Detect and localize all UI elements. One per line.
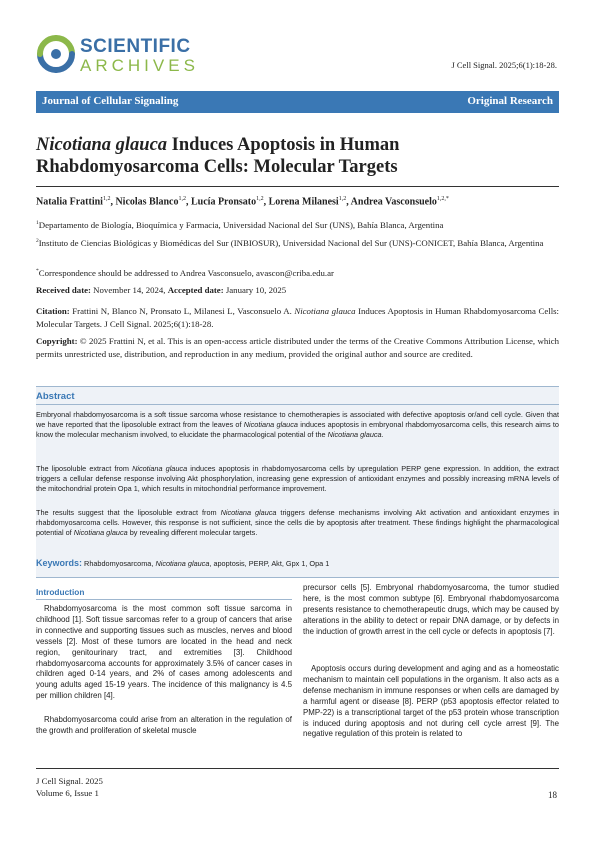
keywords xyxy=(36,558,559,568)
journal-banner xyxy=(36,91,559,113)
citation-block xyxy=(36,305,559,330)
title-species: Nicotiana glauca xyxy=(36,135,168,155)
copyright-label: Copyright: xyxy=(36,336,78,346)
intro-paragraph-2: Rhabdomyosarcoma could arise from an alteration in the regulation of the growth and proliferation of skeletal muscle xyxy=(36,715,292,735)
author-affiliation-sup: 1,2 xyxy=(256,196,264,202)
correspondence-sup: * xyxy=(36,268,39,274)
copyright-text: © 2025 Frattini N, et al. This is an open-access article distributed under the terms of the Creative Commons Attribution License, which permits unrestricted use, distribution, and reproduction in any medium, provided the original author and source are credited. xyxy=(36,336,559,359)
author-list: Natalia Frattini$^{1,2}$, Nicolas Blanco$^{1,2}$, Lucía Pronsato$^{1,2}$, Lorena Milanesi$^{1,2}$, Andrea Vasconsuelo$^{1,2,*}$ xyxy=(36,196,449,208)
introduction-heading: Introduction xyxy=(36,587,85,597)
footer-journal: J Cell Signal. 2025 xyxy=(36,776,103,786)
affiliation-2 xyxy=(36,235,559,249)
citation-species: Nicotiana glauca xyxy=(294,306,356,316)
abstract-paragraph-3 xyxy=(36,508,559,538)
affiliation-text: Instituto de Ciencias Biológicas y Biomédicas del Sur (INBIOSUR), Universidad Nacional del Sur (UNS)-CONICET, Bahía Blanca, Argentina xyxy=(38,237,544,248)
page-number: 18 xyxy=(548,790,557,800)
keywords-label: Keywords: xyxy=(36,558,83,568)
accepted-label: Accepted date: xyxy=(167,285,224,295)
correspondence-text: Correspondence should be addressed to Andrea Vasconsuelo, avascon@criba.edu.ar xyxy=(38,267,334,278)
abstract-species: Nicotiana glauca xyxy=(132,464,188,473)
logo-word-scientific: SCIENTIFIC xyxy=(80,36,191,57)
citation-label: Citation: xyxy=(36,306,70,316)
author-name: Nicolas Blanco xyxy=(115,196,179,208)
intro-paragraph-4: Apoptosis occurs during development and aging and as a homeostatic mechanism to maintain cell populations in the organism. It also acts as a defense mechanism in immune responses or when cells are damaged by a harmful agent or disease [8]. PERP (p53 apoptosis effector related to PMP-22) is a transcriptional target of the p53 protein whose transcription is induced during apoptosis and not during cell cycle arrest [9]. The negative regulation of this protein is related to xyxy=(303,664,559,739)
copyright-block xyxy=(36,335,559,360)
article-type: Original Research xyxy=(467,95,553,107)
abstract-text: Embryonal rhabdomyosarcoma is a soft tissue sarcoma whose resistance to chemotherapies is associated with defective apoptosis or/and cell cycle. Given that we have reported that the liposoluble extract from the leaves of xyxy=(36,410,559,429)
author-name: Andrea Vasconsuelo xyxy=(350,196,437,208)
journal-name: Journal of Cellular Signaling xyxy=(42,95,179,107)
abstract-species: Nicotiana glauca. xyxy=(327,429,384,439)
header-citation: J Cell Signal. 2025;6(1):18-28. xyxy=(451,60,557,70)
abstract-species: Nicotiana glauca xyxy=(73,527,128,537)
correspondence xyxy=(36,265,559,279)
intro-paragraph-1: Rhabdomyosarcoma is the most common soft tissue sarcoma in childhood [1]. Soft tissue sarcomas refer to a group of cancers that arise in connective and supporting tissues such as muscles, nerves and blood vessels [2]. Most of these tumors are located in the head and neck region, genitourinary tract, and extremities [3]. Childhood rhabdomyosarcoma accounts for approximately 3.5% of cancer cases in children aged 0-14 years, and 2% of cases among adolescents and young adults aged 15-19 years. The incidence of this malignancy is 4.5 per million children [4]. xyxy=(36,604,292,701)
abstract-species: Nicotiana glauca xyxy=(243,419,298,429)
footer-volume: Volume 6, Issue 1 xyxy=(36,788,99,798)
keywords-text: Rhabdomyosarcoma, xyxy=(82,559,156,568)
author-name: Natalia Frattini xyxy=(36,196,103,208)
keywords-species: Nicotiana glauca xyxy=(155,559,210,568)
title-rest: Induces Apoptosis in Human Rhabdomyosarcoma Cells: Molecular Targets xyxy=(36,135,400,177)
abstract-divider xyxy=(36,404,559,405)
abstract-text: by revealing different molecular targets. xyxy=(127,527,258,537)
abstract-text: induces apoptosis in rhabdomyosarcoma cells by upregulation PERP gene expression. In addition, the extract triggers a cellular defense response involving Akt phosphorylation, increasing gene expression of antioxidant enzymes and possibly increasing mRNA levels of the mitochondrial protein Opa 1, which results in mitochondrial performance improvement. xyxy=(36,464,559,493)
logo-word-archives: ARCHIVES xyxy=(80,56,199,75)
footer-divider xyxy=(36,768,559,769)
received-date: November 14, 2024, xyxy=(90,285,168,295)
abstract-species: Nicotiana glauca xyxy=(220,508,277,517)
citation-text: Frattini N, Blanco N, Pronsato L, Milanesi L, Vasconsuelo A. xyxy=(69,306,295,316)
author-name: Lorena Milanesi xyxy=(268,196,339,208)
abstract-text: The liposoluble extract from xyxy=(36,464,133,473)
article-title xyxy=(36,134,559,178)
keywords-text-end: , apoptosis, PERP, Akt, Gpx 1, Opa 1 xyxy=(209,559,330,568)
dates xyxy=(36,284,559,297)
abstract-text: triggers defense mechanisms involving Akt activation and antioxidant enzymes in rhabdomyosarcoma cells. However, this response is not sufficient, since the cells die by apoptosis after treatment. These findings highlight the pharmacological potential of xyxy=(36,508,560,537)
affiliation-sup: 2 xyxy=(36,238,39,244)
affiliation-1 xyxy=(36,217,559,231)
logo-mark-icon xyxy=(36,34,76,74)
abstract-heading: Abstract xyxy=(36,391,75,402)
author-affiliation-sup: 1,2 xyxy=(102,196,111,202)
abstract-paragraph-2 xyxy=(36,464,559,494)
author-affiliation-sup: 1,2 xyxy=(178,196,186,202)
author-affiliation-sup: 1,2 xyxy=(338,196,347,202)
author-name: Lucía Pronsato xyxy=(191,196,257,208)
affiliation-text: Departamento de Biología, Bioquímica y Farmacia, Universidad Nacional del Sur (UNS), Bahía Blanca, Argentina xyxy=(38,219,444,230)
footer-journal-info xyxy=(36,775,103,799)
author-affiliation-sup: 1,2,* xyxy=(436,196,449,202)
abstract-text: The results suggest that the liposoluble extract from xyxy=(36,508,221,517)
citation-text-end: Induces Apoptosis in Human Rhabdomyosarcoma Cells: Molecular Targets. J Cell Signal. 2025;6(1):18-28. xyxy=(36,306,560,329)
accepted-date: January 10, 2025 xyxy=(223,285,287,295)
affiliation-sup: 1 xyxy=(36,220,39,226)
publisher-logo xyxy=(36,34,216,80)
abstract-text: induces apoptosis in embryonal rhabdomyosarcoma cells, this research aims to know the molecular mechanism involved, to elucidate the pharmacological potential of the xyxy=(36,419,559,439)
title-divider xyxy=(36,186,559,187)
received-label: Received date: xyxy=(36,285,91,295)
introduction-divider xyxy=(36,599,292,600)
intro-paragraph-3: precursor cells [5]. Embryonal rhabdomyosarcoma, the tumor studied here, is the most common subtype [6]. Embryonal rhabdomyosarcoma presents resistance to chemotherapeutic drugs, which may be caused by alterations in the ability to detect or repair DNA damage, or by defects in the induction of growth arrest in the cell cycle or defects in apoptosis [7]. xyxy=(303,583,559,636)
abstract-paragraph-1 xyxy=(36,410,559,440)
